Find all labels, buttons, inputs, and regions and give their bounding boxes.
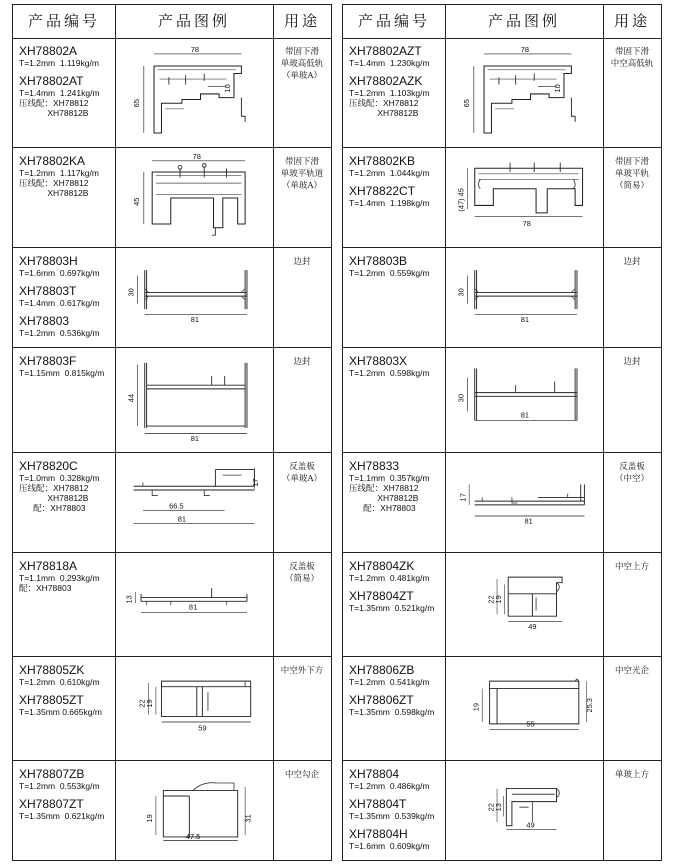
dim-label: 10 [223,84,233,93]
product-spec: T=1.1mm 0.357kg/m [349,473,430,483]
product-use: 边封 [623,357,641,367]
product-spec: 压线配：XH78812 [349,483,419,493]
dim-label: 78 [190,45,200,55]
product-code: XH78802A [19,44,78,58]
product-spec: T=1.2mm 0.553kg/m [19,781,100,791]
table-row [13,38,331,148]
product-code: XH78803H [19,254,78,268]
dim-label: 19 [145,699,155,708]
product-codes [19,253,119,338]
product-use: 带固下滑 中空高低轨 [610,47,654,69]
table-header [343,5,661,39]
dim-label: 81 [190,433,200,443]
dim-label: 25.3 [584,698,594,713]
profile-drawing [445,453,603,553]
product-code: XH78807ZB [19,767,85,781]
dim-label: 81 [188,602,198,612]
dim-label: 17 [458,493,468,502]
profile-drawing [115,453,273,553]
dim-label: 81 [520,315,530,325]
table-row [13,148,331,248]
dim-label: (47) 45 [456,188,466,212]
product-code: XH78804ZK [349,559,415,573]
table-row [13,657,331,761]
dim-label: 13 [124,595,134,604]
product-codes [19,353,119,378]
product-code: XH78802AZK [349,74,423,88]
product-spec: XH78812B [19,108,89,118]
product-spec: T=1.2mm 0.559kg/m [349,268,430,278]
dim-label: 49 [528,622,537,632]
product-spec: T=1.0mm 0.328kg/m [19,473,100,483]
table-row [343,657,661,761]
product-spec: T=1.35mm 0.621kg/m [19,811,105,821]
product-spec: T=1.2mm 0.610kg/m [19,677,100,687]
profile-drawing [115,348,273,453]
table-row [13,553,331,657]
profile-drawing [115,657,273,761]
dim-label: 81 [520,410,530,420]
product-spec: T=1.2mm 0.536kg/m [19,328,100,338]
product-spec: XH78812B [19,188,89,198]
product-code: XH78803B [349,254,408,268]
product-spec: 配：XH78803 [19,503,86,513]
product-spec: T=1.4mm 1.230kg/m [349,58,430,68]
product-spec: T=1.35mm 0.665kg/m [19,707,102,717]
profile-drawing [445,761,603,858]
profile-drawing [445,38,603,148]
profile-drawing [445,248,603,348]
product-codes [19,662,119,717]
product-spec: T=1.2mm 0.541kg/m [349,677,430,687]
product-codes [349,253,449,278]
profile-drawing [445,553,603,657]
dim-label: 19 [471,703,481,712]
product-code: XH78805ZT [19,693,84,707]
profile-drawing [445,148,603,248]
table-row [343,453,661,553]
dim-label: 19 [145,814,155,823]
product-code: XH78803X [349,354,408,368]
product-codes [349,458,449,513]
dim-label: 30 [456,394,466,403]
product-spec: T=1.2mm 1.117kg/m [19,168,99,178]
dim-label: 47.5 [185,831,201,841]
product-use: 中空上方 [614,562,649,572]
product-code: XH78822CT [349,184,416,198]
product-spec: 压线配：XH78812 [19,178,89,188]
profile-drawing [115,761,273,858]
product-code: XH78833 [349,459,400,473]
product-spec: T=1.4mm 1.198kg/m [349,198,430,208]
product-codes [19,766,119,821]
product-spec: T=1.35mm 0.598kg/m [349,707,435,717]
product-code: XH78804T [349,797,407,811]
product-code: XH78806ZT [349,693,414,707]
product-code: XH78818A [19,559,78,573]
dim-label: 22 [486,595,496,604]
product-spec: T=1.15mm 0.815kg/m [19,368,105,378]
dim-label: 66.5 [169,501,184,511]
product-code: XH78803 [19,314,70,328]
dim-label: 30 [456,288,466,297]
profile-drawing [445,348,603,453]
header-use: 用途 [613,12,650,30]
dim-label: 44 [126,394,136,403]
table-row [343,553,661,657]
product-code: XH78803F [19,354,77,368]
product-spec: 配：XH78803 [349,503,416,513]
product-spec: 压线配：XH78812 [19,98,89,108]
product-code: XH78804 [349,767,400,781]
table-row [13,248,331,348]
product-use: 中空外下方 [280,666,324,676]
header-figure: 产品图例 [157,12,230,30]
product-codes [19,458,119,513]
dim-label: 19 [493,595,503,604]
product-code: XH78804ZT [349,589,414,603]
dim-label: 81 [190,315,200,325]
product-codes [349,353,449,378]
product-use: 边封 [293,357,311,367]
product-code: XH78804H [349,827,408,841]
dim-label: 78 [520,45,530,55]
table-row [343,348,661,453]
product-codes [349,662,449,717]
product-spec: XH78812B [349,108,419,118]
product-code: XH78803T [19,284,77,298]
product-spec: T=1.2mm 0.598kg/m [349,368,430,378]
left-catalog-table [12,4,332,861]
header-code: 产品编号 [27,12,100,30]
dim-label: 10 [553,84,563,93]
header-use: 用途 [283,12,320,30]
product-code: XH78802KB [349,154,416,168]
header-figure: 产品图例 [487,12,560,30]
table-row [343,248,661,348]
product-spec: T=1.35mm 0.521kg/m [349,603,435,613]
product-use: 反盖板 （简易） [284,562,319,584]
product-spec: T=1.6mm 0.609kg/m [349,841,430,851]
profile-drawing [115,148,273,248]
dim-label: 81 [177,514,187,524]
product-code: XH78802AT [19,74,84,88]
product-use: 带固下滑 单玻平轨道 （单玻A） [280,157,324,191]
product-spec: XH78812B [349,493,419,503]
product-spec: T=1.2mm 1.119kg/m [19,58,99,68]
product-use: 边封 [293,257,311,267]
product-spec: T=1.2mm 0.486kg/m [349,781,430,791]
product-codes [349,766,449,851]
product-use: 中空勾企 [284,770,319,780]
dim-label: 22 [486,803,496,812]
dim-label: 81 [524,516,533,526]
product-spec: T=1.4mm 1.241kg/m [19,88,100,98]
product-use: 带固下滑 单玻高低轨 （单玻A） [280,47,324,81]
table-row [13,761,331,858]
product-codes [19,153,119,198]
product-codes [349,43,449,118]
product-spec: XH78812B [19,493,89,503]
dim-label: 55 [526,719,535,729]
dim-label: 65 [462,99,472,108]
product-codes [19,43,119,118]
table-row [343,38,661,148]
product-use: 单玻上方 [614,770,649,780]
product-code: XH78802KA [19,154,86,168]
dim-label: 49 [526,820,535,830]
product-spec: T=1.1mm 0.293kg/m [19,573,100,583]
product-code: XH78807ZT [19,797,84,811]
product-codes [19,558,119,593]
profile-drawing [115,553,273,657]
table-row [343,148,661,248]
product-code: XH78802AZT [349,44,422,58]
dim-label: 30 [126,288,136,297]
header-code: 产品编号 [357,12,430,30]
table-row [343,761,661,858]
dim-label: 78 [192,151,201,161]
dim-label: 65 [132,99,142,108]
product-spec: T=1.2mm 1.044kg/m [349,168,430,178]
product-codes [349,558,449,613]
product-use: 反盖板 （中空） [614,462,649,484]
dim-label: 78 [522,218,531,228]
product-spec: T=1.2mm 1.103kg/m [349,88,430,98]
product-code: XH78820C [19,459,78,473]
product-code: XH78805ZK [19,663,85,677]
product-use: 带固下滑 单玻平轨 （简易） [614,157,649,191]
dim-label: 45 [132,197,142,206]
profile-drawing [445,657,603,761]
profile-drawing [115,38,273,148]
dim-label: 17 [251,478,261,487]
product-use: 反盖板 （单玻A） [281,462,323,484]
product-codes [349,153,449,208]
dim-label: 22 [137,699,147,708]
product-use: 边封 [623,257,641,267]
table-row [13,453,331,553]
product-spec: T=1.35mm 0.539kg/m [349,811,435,821]
product-spec: 压线配：XH78812 [349,98,419,108]
product-use: 中空光企 [614,666,649,676]
dim-label: 31 [243,814,253,823]
table-header [13,5,331,39]
dim-label: 59 [198,723,207,733]
product-spec: T=1.4mm 0.617kg/m [19,298,100,308]
product-spec: 压线配：XH78812 [19,483,89,493]
dim-label: 13 [493,803,503,812]
product-spec: 配：XH78803 [19,583,72,593]
product-spec: T=1.2mm 0.481kg/m [349,573,430,583]
product-code: XH78806ZB [349,663,415,677]
table-row [13,348,331,453]
profile-drawing [115,248,273,348]
product-spec: T=1.6mm 0.697kg/m [19,268,100,278]
right-catalog-table [342,4,662,861]
